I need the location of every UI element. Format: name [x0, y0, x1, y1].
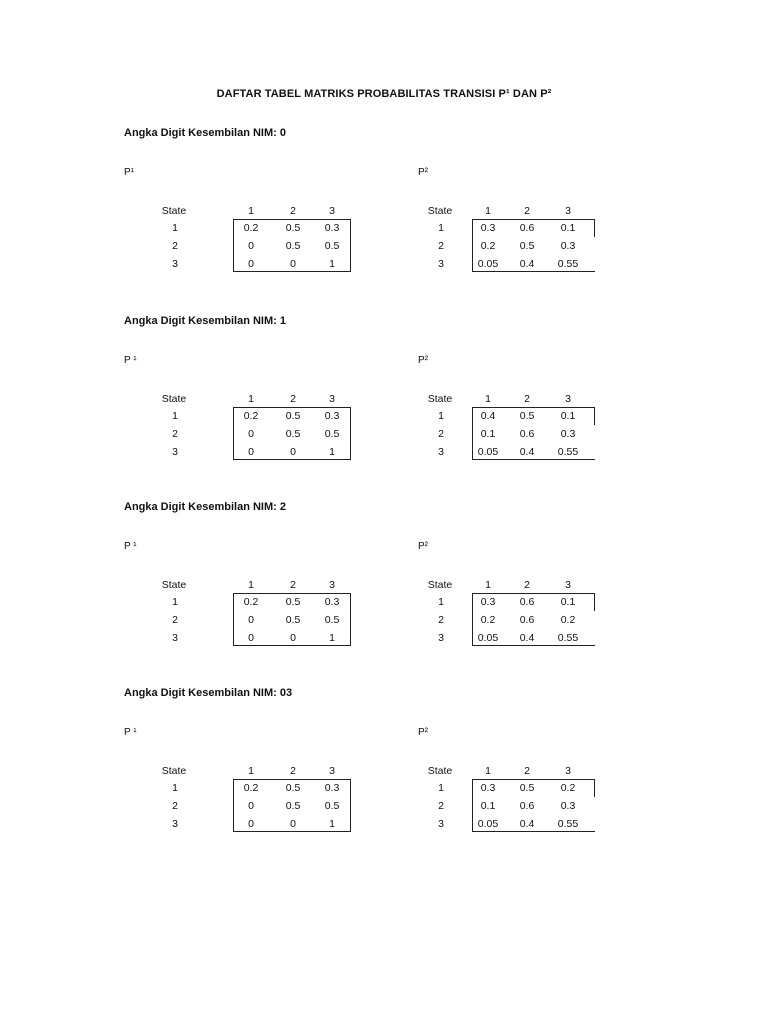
row-label: 2: [172, 240, 178, 252]
p1-matrix-cell: 0.2: [243, 410, 259, 422]
p2-matrix-cell: 0.05: [477, 632, 499, 644]
p1-matrix-cell: 1: [329, 258, 335, 270]
row-label: 2: [172, 800, 178, 812]
p2-label: P²: [418, 727, 428, 738]
row-label: 1: [438, 782, 444, 794]
p2-matrix-cell: 0.1: [480, 800, 496, 812]
p2-matrix-cell: 0.1: [480, 428, 496, 440]
column-header: 1: [248, 765, 254, 777]
p1-matrix-cell: 0: [290, 818, 296, 830]
p2-matrix-cell: 0.2: [560, 614, 576, 626]
column-header: 3: [329, 393, 335, 405]
row-label: 1: [172, 410, 178, 422]
column-header: 2: [524, 393, 530, 405]
p1-matrix-cell: 0: [248, 800, 254, 812]
p2-matrix-cell: 0.2: [480, 240, 496, 252]
p2-matrix-cell: 0.1: [560, 596, 576, 608]
p1-label: P¹: [124, 167, 134, 178]
p2-matrix-cell: 0.6: [519, 614, 535, 626]
p2-matrix-cell: 0.2: [480, 614, 496, 626]
p1-label: P ¹: [124, 355, 137, 366]
p2-matrix-cell: 0.3: [480, 596, 496, 608]
p2-matrix-border-right: [594, 219, 595, 237]
row-label: 1: [172, 782, 178, 794]
row-label: 1: [172, 222, 178, 234]
section-heading: Angka Digit Kesembilan NIM: 03: [124, 687, 293, 699]
column-header: 3: [329, 579, 335, 591]
p2-matrix-cell: 0.4: [519, 632, 535, 644]
p1-matrix-cell: 0.5: [285, 410, 301, 422]
p1-matrix-cell: 0.5: [285, 782, 301, 794]
p2-label: P²: [418, 167, 428, 178]
p2-matrix-cell: 0.5: [519, 240, 535, 252]
row-label: 2: [438, 240, 444, 252]
p2-matrix-cell: 0.1: [560, 410, 576, 422]
p1-matrix-cell: 0.5: [285, 222, 301, 234]
state-header: State: [161, 765, 187, 777]
p2-matrix-cell: 0.4: [519, 446, 535, 458]
row-label: 3: [438, 446, 444, 458]
state-header: State: [427, 579, 453, 591]
p1-matrix-cell: 1: [329, 632, 335, 644]
column-header: 2: [290, 765, 296, 777]
p1-matrix-cell: 0: [290, 632, 296, 644]
p2-matrix-cell: 0.05: [477, 818, 499, 830]
p2-matrix-border-right: [594, 593, 595, 611]
p1-matrix-cell: 0.5: [285, 614, 301, 626]
row-label: 3: [438, 258, 444, 270]
state-header: State: [427, 765, 453, 777]
p2-matrix-cell: 0.6: [519, 222, 535, 234]
p1-matrix-cell: 0: [248, 428, 254, 440]
row-label: 2: [438, 800, 444, 812]
p1-matrix-cell: 0: [290, 258, 296, 270]
state-header: State: [427, 205, 453, 217]
p2-matrix-cell: 0.6: [519, 800, 535, 812]
p2-matrix-cell: 0.6: [519, 596, 535, 608]
p2-matrix-cell: 0.4: [519, 258, 535, 270]
p2-matrix-cell: 0.55: [557, 446, 579, 458]
p2-matrix-cell: 0.6: [519, 428, 535, 440]
column-header: 2: [290, 205, 296, 217]
row-label: 1: [438, 596, 444, 608]
p2-matrix-cell: 0.4: [480, 410, 496, 422]
p1-matrix-cell: 0.3: [324, 782, 340, 794]
p2-matrix-cell: 0.3: [480, 222, 496, 234]
p1-matrix-cell: 0.2: [243, 222, 259, 234]
row-label: 2: [172, 428, 178, 440]
column-header: 2: [524, 765, 530, 777]
p1-label: P ¹: [124, 541, 137, 552]
p2-label: P²: [418, 541, 428, 552]
p2-matrix-cell: 0.5: [519, 782, 535, 794]
p1-matrix-cell: 0.3: [324, 596, 340, 608]
p1-matrix-cell: 0: [290, 446, 296, 458]
column-header: 2: [524, 205, 530, 217]
row-label: 3: [172, 818, 178, 830]
p2-matrix-border-right: [594, 407, 595, 425]
column-header: 3: [565, 765, 571, 777]
p1-label: P ¹: [124, 727, 137, 738]
p1-matrix-cell: 0.5: [324, 428, 340, 440]
p1-matrix-cell: 0: [248, 258, 254, 270]
p1-matrix-cell: 0.5: [324, 800, 340, 812]
p2-matrix-cell: 0.55: [557, 632, 579, 644]
p1-matrix-cell: 0: [248, 446, 254, 458]
p1-matrix-cell: 0.2: [243, 596, 259, 608]
p2-matrix-cell: 0.2: [560, 782, 576, 794]
column-header: 1: [485, 765, 491, 777]
column-header: 3: [565, 205, 571, 217]
row-label: 2: [438, 614, 444, 626]
p2-matrix-cell: 0.55: [557, 258, 579, 270]
p1-matrix-cell: 0: [248, 818, 254, 830]
p2-matrix-cell: 0.05: [477, 446, 499, 458]
column-header: 1: [248, 205, 254, 217]
row-label: 2: [438, 428, 444, 440]
column-header: 1: [485, 579, 491, 591]
row-label: 3: [172, 258, 178, 270]
page-title: DAFTAR TABEL MATRIKS PROBABILITAS TRANSISI P¹ DAN P²: [216, 88, 552, 100]
state-header: State: [427, 393, 453, 405]
nim-section: [0, 315, 768, 465]
column-header: 2: [290, 393, 296, 405]
column-header: 1: [248, 579, 254, 591]
p1-matrix-cell: 1: [329, 446, 335, 458]
row-label: 1: [438, 410, 444, 422]
p1-matrix-cell: 0.5: [285, 800, 301, 812]
p1-matrix-cell: 0.2: [243, 782, 259, 794]
column-header: 3: [565, 393, 571, 405]
section-heading: Angka Digit Kesembilan NIM: 1: [124, 315, 286, 327]
p1-matrix-cell: 0.5: [324, 240, 340, 252]
p1-matrix-cell: 0: [248, 240, 254, 252]
p1-matrix-cell: 0.5: [285, 240, 301, 252]
section-heading: Angka Digit Kesembilan NIM: 2: [124, 501, 286, 513]
column-header: 3: [329, 765, 335, 777]
p2-matrix-cell: 0.4: [519, 818, 535, 830]
p2-matrix-cell: 0.5: [519, 410, 535, 422]
p1-matrix-cell: 0: [248, 632, 254, 644]
column-header: 2: [524, 579, 530, 591]
p1-matrix-cell: 0.5: [285, 596, 301, 608]
row-label: 3: [438, 632, 444, 644]
p2-matrix-cell: 0.05: [477, 258, 499, 270]
row-label: 2: [172, 614, 178, 626]
p2-matrix-border-right: [594, 779, 595, 797]
column-header: 1: [248, 393, 254, 405]
row-label: 3: [172, 446, 178, 458]
p1-matrix-cell: 0: [248, 614, 254, 626]
column-header: 3: [329, 205, 335, 217]
column-header: 1: [485, 205, 491, 217]
p1-matrix-cell: 0.3: [324, 222, 340, 234]
nim-section: [0, 501, 768, 651]
p1-matrix-cell: 0.3: [324, 410, 340, 422]
column-header: 3: [565, 579, 571, 591]
p2-matrix-cell: 0.3: [560, 800, 576, 812]
column-header: 1: [485, 393, 491, 405]
p2-matrix-cell: 0.3: [560, 240, 576, 252]
row-label: 1: [172, 596, 178, 608]
p2-label: P²: [418, 355, 428, 366]
nim-section: [0, 687, 768, 837]
state-header: State: [161, 205, 187, 217]
row-label: 1: [438, 222, 444, 234]
row-label: 3: [172, 632, 178, 644]
p2-matrix-cell: 0.55: [557, 818, 579, 830]
nim-section: [0, 127, 768, 277]
state-header: State: [161, 393, 187, 405]
p2-matrix-cell: 0.1: [560, 222, 576, 234]
section-heading: Angka Digit Kesembilan NIM: 0: [124, 127, 286, 139]
state-header: State: [161, 579, 187, 591]
p1-matrix-cell: 0.5: [324, 614, 340, 626]
row-label: 3: [438, 818, 444, 830]
p1-matrix-cell: 0.5: [285, 428, 301, 440]
column-header: 2: [290, 579, 296, 591]
p1-matrix-cell: 1: [329, 818, 335, 830]
p2-matrix-cell: 0.3: [560, 428, 576, 440]
p2-matrix-cell: 0.3: [480, 782, 496, 794]
